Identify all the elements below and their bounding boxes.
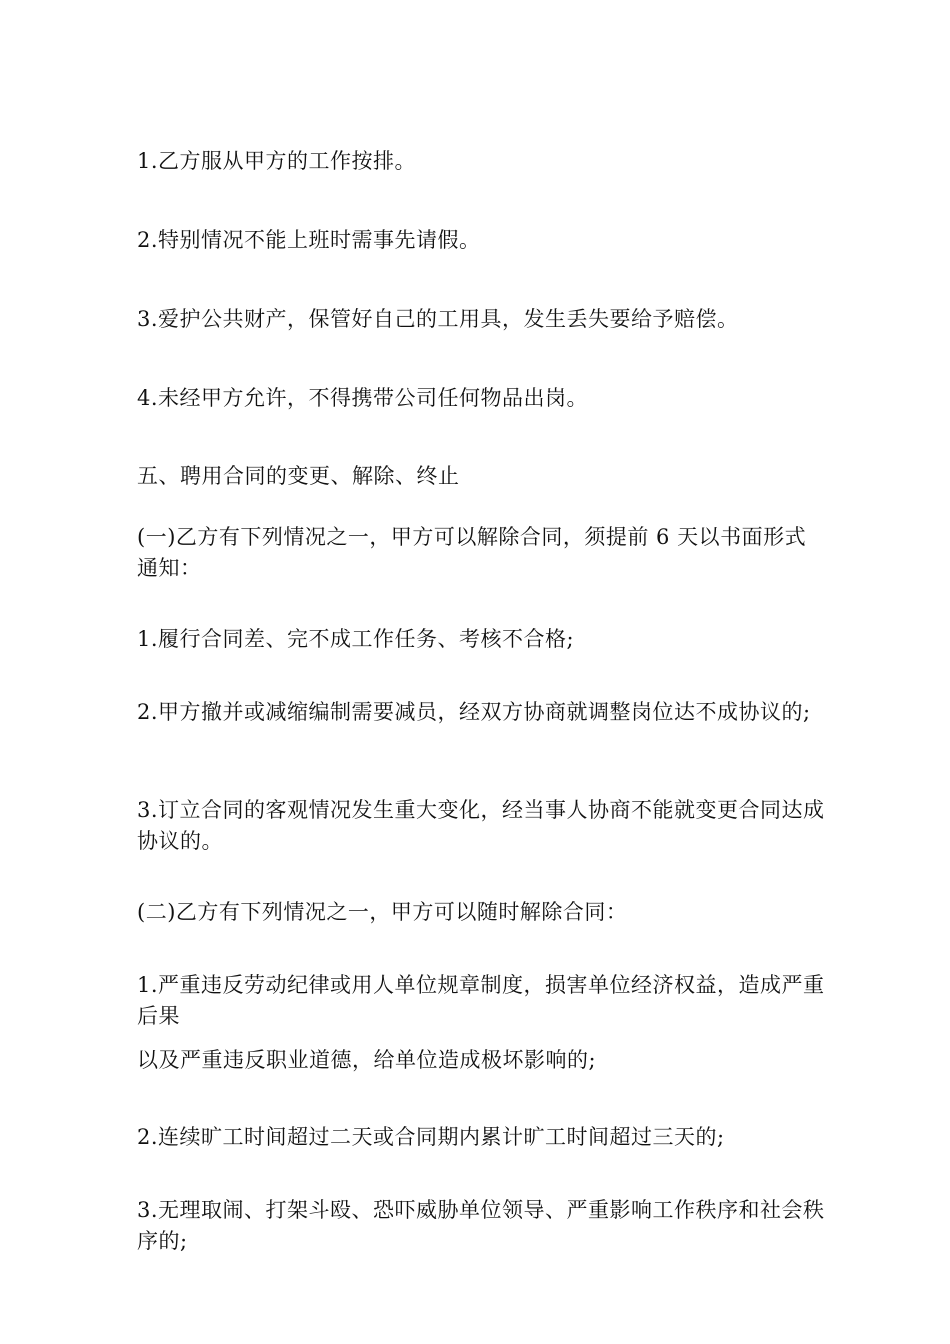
subsection-termination-with-notice: (一)乙方有下列情况之一，甲方可以解除合同，须提前 6 天以书面形式通知： (137, 525, 807, 580)
clause-protect-property: 3.爱护公共财产，保管好自己的工用具，发生丢失要给予赔偿。 (137, 307, 739, 331)
section-heading-contract-changes: 五、聘用合同的变更、解除、终止 (137, 464, 460, 488)
clause-leave-request: 2.特别情况不能上班时需事先请假。 (137, 228, 481, 252)
subsection-immediate-termination: (二)乙方有下列情况之一，甲方可以随时解除合同： (137, 900, 628, 924)
list-item-staff-reduction: 2.甲方撤并或减缩编制需要减员，经双方协商就调整岗位达不成协议的; (137, 700, 811, 724)
clause-no-carrying-items: 4.未经甲方允许，不得携带公司任何物品出岗。 (137, 386, 589, 410)
list-item-poor-performance: 1.履行合同差、完不成工作任务、考核不合格; (137, 627, 575, 651)
list-item-serious-violation: 1.严重违反劳动纪律或用人单位规章制度，损害单位经济权益，造成严重后果 (137, 973, 825, 1028)
list-item-disorderly-conduct: 3.无理取闹、打架斗殴、恐吓威胁单位领导、严重影响工作秩序和社会秩序的; (137, 1198, 825, 1253)
clause-obey-arrangement: 1.乙方服从甲方的工作按排。 (137, 149, 417, 173)
list-item-absenteeism: 2.连续旷工时间超过二天或合同期内累计旷工时间超过三天的; (137, 1125, 725, 1149)
list-item-circumstance-change: 3.订立合同的客观情况发生重大变化，经当事人协商不能就变更合同达成协议的。 (137, 798, 825, 853)
list-item-serious-violation-continued: 以及严重违反职业道德，给单位造成极坏影响的; (137, 1048, 597, 1072)
